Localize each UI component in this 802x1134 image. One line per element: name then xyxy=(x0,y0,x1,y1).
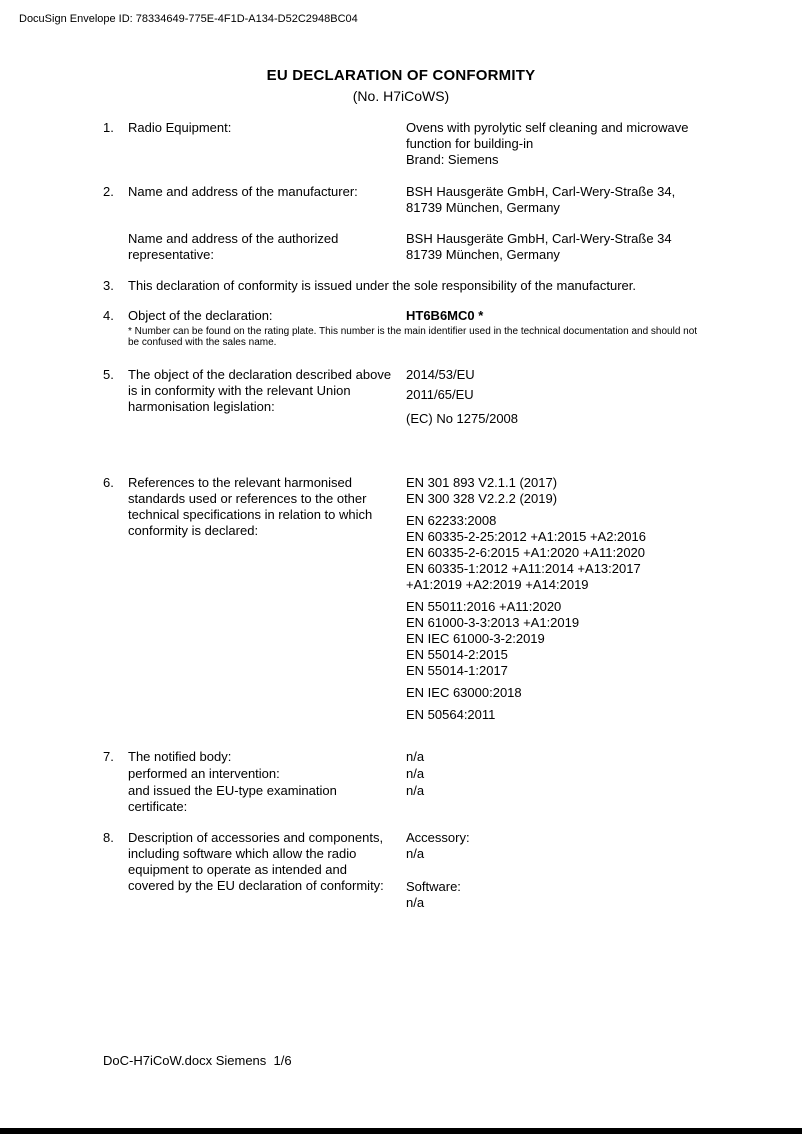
standards-group xyxy=(406,707,707,723)
notified-body-label: performed an intervention: xyxy=(128,766,280,781)
document-number: (No. H7iCoWS) xyxy=(352,88,450,104)
standard-reference: EN 60335-2-25:2012 +A1:2015 +A2:2016 xyxy=(406,529,646,544)
document-body xyxy=(0,120,802,911)
standards-group xyxy=(406,475,707,507)
notified-body-label: The notified body: xyxy=(128,749,232,764)
radio-equipment-description: Ovens with pyrolytic self cleaning and microwave function for building-in xyxy=(406,120,689,151)
notified-body-row xyxy=(128,783,707,815)
accessory-value: n/a xyxy=(406,846,425,861)
standard-reference: EN 55014-1:2017 xyxy=(406,663,508,678)
item-1-radio-equipment xyxy=(103,120,707,168)
item-8-values xyxy=(406,830,707,911)
representative-address-line-2: 81739 München, Germany xyxy=(406,247,560,262)
responsibility-statement: This declaration of conformity is issued under the sole responsibility of the manufacturer. xyxy=(128,278,636,293)
item-8-label: Description of accessories and components, including software which allow the radio equipment to operate as intended and covered by the EU declaration of conformity: xyxy=(128,830,384,893)
notified-body-value: n/a xyxy=(406,749,425,764)
item-4-object-of-declaration xyxy=(103,308,707,324)
notified-body-row xyxy=(128,749,707,765)
standard-reference: EN IEC 63000:2018 xyxy=(406,685,522,700)
standard-reference: EN 300 328 V2.2.2 (2019) xyxy=(406,491,558,506)
model-code-footnote: * Number can be found on the rating plate. This number is the main identifier used in the technical documentation and should not be confused with the sales name. xyxy=(128,326,698,348)
item-3-number: 3. xyxy=(103,278,114,293)
item-2-label: Name and address of the manufacturer: xyxy=(128,184,358,199)
standard-reference: EN IEC 61000-3-2:2019 xyxy=(406,631,545,646)
document-title: EU DECLARATION OF CONFORMITY xyxy=(266,67,536,84)
item-3-responsibility xyxy=(103,278,707,294)
standard-reference: EN 60335-1:2012 +A11:2014 +A13:2017 xyxy=(406,561,641,576)
item-6-values xyxy=(406,475,707,723)
item-7-notified-body xyxy=(103,749,707,815)
item-1-number: 1. xyxy=(103,120,114,135)
item-8-number: 8. xyxy=(103,830,114,845)
notified-body-label: and issued the EU-type examination certificate: xyxy=(128,783,337,814)
software-label: Software: xyxy=(406,879,461,894)
model-code: HT6B6MC0 * xyxy=(406,308,484,323)
item-7-number: 7. xyxy=(103,749,114,764)
legislation-reference: 2011/65/EU xyxy=(406,387,474,402)
document-footer: DoC-H7iCoW.docx Siemens 1/6 xyxy=(103,1053,292,1068)
legislation-reference: 2014/53/EU xyxy=(406,367,475,382)
legislation-reference: (EC) No 1275/2008 xyxy=(406,411,519,426)
item-5-number: 5. xyxy=(103,367,114,382)
item-6-number: 6. xyxy=(103,475,114,490)
notified-body-row xyxy=(128,766,707,782)
standards-group xyxy=(406,685,707,701)
item-2-authorized-representative xyxy=(103,231,707,263)
standard-reference: EN 60335-2-6:2015 +A1:2020 +A11:2020 xyxy=(406,545,646,560)
item-1-label: Radio Equipment: xyxy=(128,120,232,135)
item-6-standards xyxy=(103,475,707,723)
item-4-number: 4. xyxy=(103,308,114,323)
standards-group xyxy=(406,513,707,593)
item-6-label: References to the relevant harmonised standards used or references to the other technical specifications in relation to which conformity is declared: xyxy=(128,475,373,538)
notified-body-value: n/a xyxy=(406,783,425,798)
notified-body-value: n/a xyxy=(406,766,425,781)
accessory-label: Accessory: xyxy=(406,830,470,845)
representative-address-line-1: BSH Hausgeräte GmbH, Carl-Wery-Straße 34 xyxy=(406,231,672,246)
software-value: n/a xyxy=(406,895,425,910)
standard-reference: EN 55014-2:2015 xyxy=(406,647,508,662)
item-2-manufacturer xyxy=(103,184,707,216)
item-2-value xyxy=(406,184,707,216)
manufacturer-address-line-1: BSH Hausgeräte GmbH, Carl-Wery-Straße 34, xyxy=(406,184,676,199)
manufacturer-address-line-2: 81739 München, Germany xyxy=(406,200,560,215)
item-7-rows xyxy=(128,749,707,815)
item-5-label: The object of the declaration described above is in conformity with the relevant Union harmonisation legislation: xyxy=(128,367,392,414)
item-8-accessories xyxy=(103,830,707,911)
docusign-envelope-id: DocuSign Envelope ID: 78334649-775E-4F1D-A134-D52C2948BC04 xyxy=(19,13,358,25)
standard-reference: EN 301 893 V2.1.1 (2017) xyxy=(406,475,558,490)
standard-reference: +A1:2019 +A2:2019 +A14:2019 xyxy=(406,577,589,592)
item-1-value xyxy=(406,120,707,168)
authorized-representative-label: Name and address of the authorized representative: xyxy=(128,231,339,262)
item-2-number: 2. xyxy=(103,184,114,199)
page-bottom-edge xyxy=(0,1128,802,1134)
item-5-legislation xyxy=(103,367,707,427)
standard-reference: EN 61000-3-3:2013 +A1:2019 xyxy=(406,615,580,630)
standard-reference: EN 62233:2008 xyxy=(406,513,497,528)
standard-reference: EN 55011:2016 +A11:2020 xyxy=(406,599,562,614)
item-4-label: Object of the declaration: xyxy=(128,308,273,323)
standards-group xyxy=(406,599,707,679)
item-4-footnote-row xyxy=(103,326,707,348)
item-5-values xyxy=(406,367,707,427)
radio-equipment-brand: Brand: Siemens xyxy=(406,152,499,167)
standard-reference: EN 50564:2011 xyxy=(406,707,496,722)
authorized-representative-value xyxy=(406,231,707,263)
